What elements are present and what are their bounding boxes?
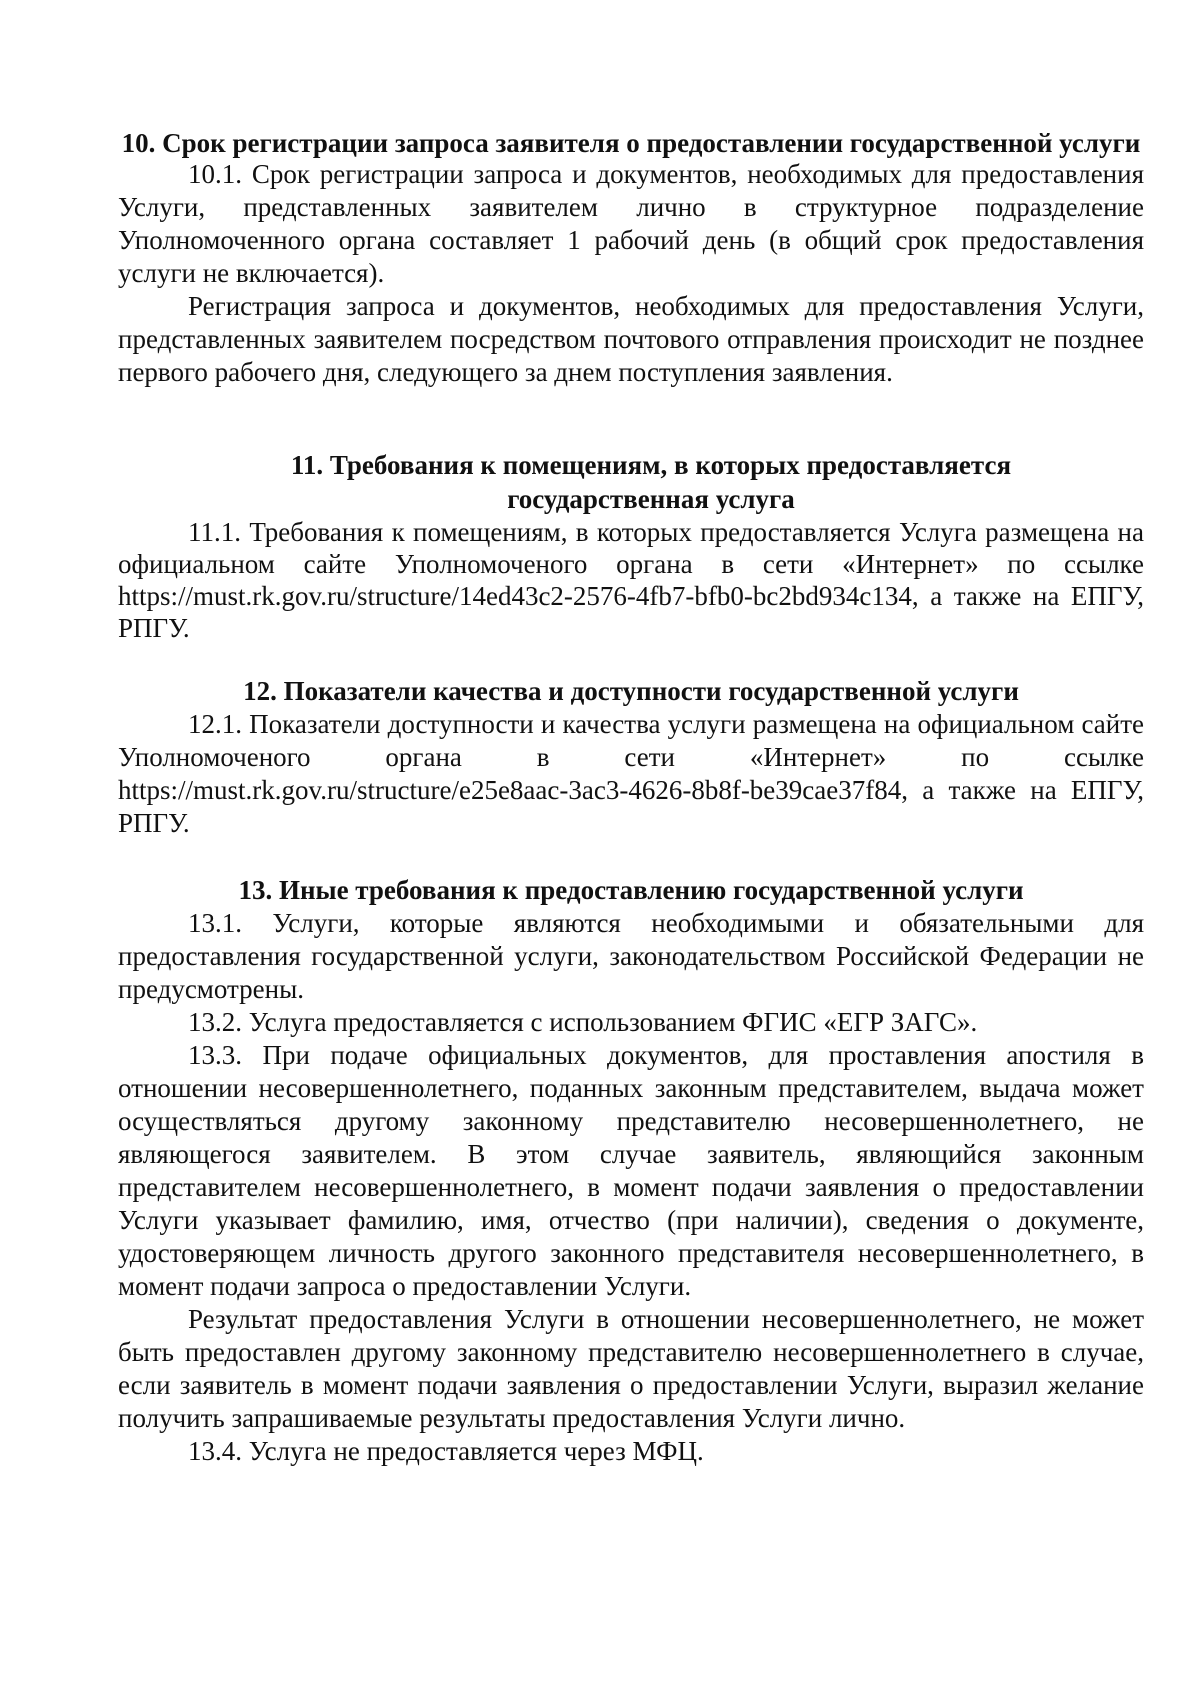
section-title: 10. Срок регистрации запроса заявителя о предоставлении государственной услуги xyxy=(121,128,1141,158)
paragraph-13-1: 13.1. Услуги, которые являются необходимыми и обязательными для предоставления государственной услуги, законодательством Российской Федерации не предусмотрены. xyxy=(118,908,1144,1004)
section-title: 13. Иные требования к предоставлению государственной услуги xyxy=(238,875,1024,905)
paragraph-13-4: 13.4. Услуга не предоставляется через МФЦ. xyxy=(188,1436,704,1466)
paragraph-10-2: Регистрация запроса и документов, необходимых для предоставления Услуги, представленных заявителем посредством почтового отправления происходит не позднее первого рабочего дня, следующего за днем поступления заявления. xyxy=(118,291,1144,387)
section-13 xyxy=(118,874,1144,1468)
section-title: 11. Требования к помещениям, в которых предоставляется государственная услуга xyxy=(290,450,1012,514)
section-11 xyxy=(118,448,1144,644)
section-10 xyxy=(118,128,1144,389)
paragraph-13-3-cont: Результат предоставления Услуги в отношении несовершеннолетнего, не может быть предоставлен другому законному представителю несовершеннолетнего в случае, если заявитель в момент подачи заявления о предоставлении Услуги, выразил желание получить запрашиваемые результаты предоставления Услуги лично. xyxy=(118,1304,1144,1433)
paragraph-13-2: 13.2. Услуга предоставляется с использованием ФГИС «ЕГР ЗАГС». xyxy=(188,1007,978,1037)
paragraph-13-3: 13.3. При подаче официальных документов, для проставления апостиля в отношении несовершеннолетнего, поданных законным представителем, выдача может осуществляться другому законному представителю несовершеннолетнего, не являющегося заявителем. В этом случае заявитель, являющийся законным представителем несовершеннолетнего, в момент подачи заявления о предоставлении Услуги указывает фамилию, имя, отчество (при наличии), сведения о документе, удостоверяющем личность другого законного представителя несовершеннолетнего, в момент подачи запроса о предоставлении Услуги. xyxy=(118,1040,1144,1301)
paragraph-11-1: 11.1. Требования к помещениям, в которых предоставляется Услуга размещена на официальном сайте Уполномоченого органа в сети «Интернет» по ссылке https://must.rk.gov.ru/structure/14ed43c2-2576-4fb7-bfb0-bc2bd934c134, а также на ЕПГУ, РПГУ. xyxy=(118,517,1144,643)
paragraph-10-1: 10.1. Срок регистрации запроса и документов, необходимых для предоставления Услуги, представленных заявителем лично в структурное подразделение Уполномоченного органа составляет 1 рабочий день (в общий срок предоставления услуги не включается). xyxy=(118,159,1144,288)
document-page xyxy=(118,128,1144,1468)
section-title: 12. Показатели качества и доступности государственной услуги xyxy=(243,676,1019,706)
section-12 xyxy=(118,675,1144,840)
paragraph-12-1: 12.1. Показатели доступности и качества услуги размещена на официальном сайте Уполномоченого органа в сети «Интернет» по ссылке https://must.rk.gov.ru/structure/e25e8aac-3ac3-4626-8b8f-be39cae37f84, а также на ЕПГУ, РПГУ. xyxy=(118,709,1144,838)
